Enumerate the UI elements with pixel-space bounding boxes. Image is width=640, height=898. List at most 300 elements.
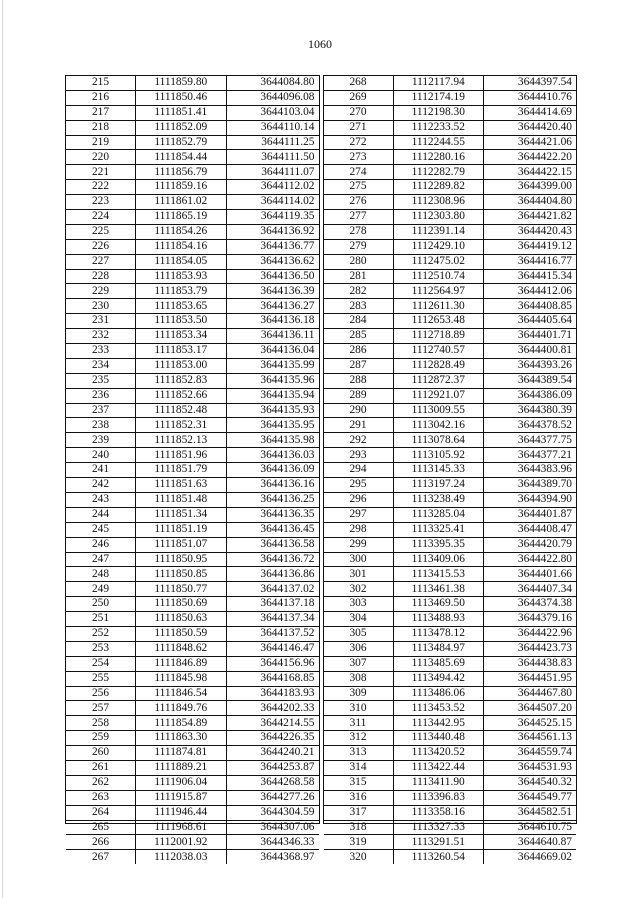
y-coordinate-cell: 3644368.97 xyxy=(226,850,318,864)
x-coordinate-cell: 1113145.33 xyxy=(393,463,484,478)
table-row xyxy=(324,552,577,567)
x-coordinate-cell: 1111861.02 xyxy=(136,195,227,210)
table-row xyxy=(66,492,319,507)
scan-edge-line xyxy=(2,0,3,898)
y-coordinate-cell: 3644401.87 xyxy=(484,507,576,522)
table-row xyxy=(66,299,319,314)
x-coordinate-cell: 1113415.53 xyxy=(393,567,484,582)
table-row xyxy=(324,507,577,522)
y-coordinate-cell: 3644136.92 xyxy=(226,224,318,239)
point-number-cell: 220 xyxy=(66,150,136,165)
y-coordinate-cell: 3644137.02 xyxy=(226,582,318,597)
x-coordinate-cell: 1111851.19 xyxy=(136,522,227,537)
y-coordinate-cell: 3644168.85 xyxy=(226,671,318,686)
point-number-cell: 240 xyxy=(66,448,136,463)
table-row xyxy=(324,537,577,552)
y-coordinate-cell: 3644304.59 xyxy=(226,805,318,820)
point-number-cell: 295 xyxy=(324,478,394,493)
table-row xyxy=(66,746,319,761)
x-coordinate-cell: 1112282.79 xyxy=(393,165,484,180)
x-coordinate-cell: 1111851.34 xyxy=(136,507,227,522)
table-row xyxy=(324,210,577,225)
point-number-cell: 270 xyxy=(324,105,394,120)
table-row xyxy=(324,522,577,537)
table-row xyxy=(324,835,577,850)
x-coordinate-cell: 1112174.19 xyxy=(393,90,484,105)
point-number-cell: 227 xyxy=(66,254,136,269)
y-coordinate-cell: 3644415.34 xyxy=(484,269,576,284)
point-number-cell: 253 xyxy=(66,641,136,656)
point-number-cell: 275 xyxy=(324,180,394,195)
point-number-cell: 231 xyxy=(66,314,136,329)
point-number-cell: 315 xyxy=(324,775,394,790)
x-coordinate-cell: 1111915.87 xyxy=(136,790,227,805)
point-number-cell: 314 xyxy=(324,760,394,775)
point-number-cell: 216 xyxy=(66,90,136,105)
x-coordinate-cell: 1111850.77 xyxy=(136,582,227,597)
x-coordinate-cell: 1111853.17 xyxy=(136,344,227,359)
y-coordinate-cell: 3644640.87 xyxy=(484,835,576,850)
table-row xyxy=(324,492,577,507)
x-coordinate-cell: 1112510.74 xyxy=(393,269,484,284)
table-row xyxy=(66,597,319,612)
x-coordinate-cell: 1111851.96 xyxy=(136,448,227,463)
table-row xyxy=(66,790,319,805)
table-row xyxy=(66,239,319,254)
point-number-cell: 290 xyxy=(324,403,394,418)
y-coordinate-cell: 3644421.06 xyxy=(484,135,576,150)
point-number-cell: 239 xyxy=(66,433,136,448)
point-number-cell: 254 xyxy=(66,656,136,671)
y-coordinate-cell: 3644405.64 xyxy=(484,314,576,329)
point-number-cell: 286 xyxy=(324,344,394,359)
x-coordinate-cell: 1113422.44 xyxy=(393,760,484,775)
x-coordinate-cell: 1113260.54 xyxy=(393,850,484,864)
point-number-cell: 301 xyxy=(324,567,394,582)
point-number-cell: 279 xyxy=(324,239,394,254)
table-row xyxy=(66,120,319,135)
y-coordinate-cell: 3644401.66 xyxy=(484,567,576,582)
table-row xyxy=(66,671,319,686)
x-coordinate-cell: 1113461.38 xyxy=(393,582,484,597)
point-number-cell: 229 xyxy=(66,284,136,299)
y-coordinate-cell: 3644214.55 xyxy=(226,716,318,731)
table-row xyxy=(324,180,577,195)
table-row xyxy=(66,582,319,597)
y-coordinate-cell: 3644525.15 xyxy=(484,716,576,731)
y-coordinate-cell: 3644136.03 xyxy=(226,448,318,463)
point-number-cell: 252 xyxy=(66,626,136,641)
y-coordinate-cell: 3644137.52 xyxy=(226,626,318,641)
y-coordinate-cell: 3644412.06 xyxy=(484,284,576,299)
point-number-cell: 264 xyxy=(66,805,136,820)
table-row xyxy=(324,284,577,299)
x-coordinate-cell: 1111852.66 xyxy=(136,388,227,403)
point-number-cell: 305 xyxy=(324,626,394,641)
point-number-cell: 215 xyxy=(66,76,136,90)
x-coordinate-cell: 1111854.26 xyxy=(136,224,227,239)
x-coordinate-cell: 1112038.03 xyxy=(136,850,227,864)
table-row xyxy=(66,805,319,820)
point-number-cell: 312 xyxy=(324,731,394,746)
table-row xyxy=(66,105,319,120)
point-number-cell: 257 xyxy=(66,701,136,716)
table-row xyxy=(324,671,577,686)
x-coordinate-cell: 1113042.16 xyxy=(393,418,484,433)
x-coordinate-cell: 1113105.92 xyxy=(393,448,484,463)
x-coordinate-cell: 1112718.89 xyxy=(393,329,484,344)
x-coordinate-cell: 1113478.12 xyxy=(393,626,484,641)
table-row xyxy=(66,433,319,448)
x-coordinate-cell: 1113484.97 xyxy=(393,641,484,656)
point-number-cell: 278 xyxy=(324,224,394,239)
x-coordinate-cell: 1111846.54 xyxy=(136,686,227,701)
y-coordinate-cell: 3644103.04 xyxy=(226,105,318,120)
point-number-cell: 287 xyxy=(324,358,394,373)
x-coordinate-cell: 1111851.07 xyxy=(136,537,227,552)
y-coordinate-cell: 3644183.93 xyxy=(226,686,318,701)
table-row xyxy=(66,820,319,835)
y-coordinate-cell: 3644135.94 xyxy=(226,388,318,403)
x-coordinate-cell: 1111850.95 xyxy=(136,552,227,567)
table-row xyxy=(324,478,577,493)
point-number-cell: 303 xyxy=(324,597,394,612)
point-number-cell: 283 xyxy=(324,299,394,314)
x-coordinate-cell: 1112828.49 xyxy=(393,358,484,373)
y-coordinate-cell: 3644451.95 xyxy=(484,671,576,686)
point-number-cell: 224 xyxy=(66,210,136,225)
x-coordinate-cell: 1113197.24 xyxy=(393,478,484,493)
x-coordinate-cell: 1112391.14 xyxy=(393,224,484,239)
y-coordinate-cell: 3644408.85 xyxy=(484,299,576,314)
table-row xyxy=(66,314,319,329)
y-coordinate-cell: 3644137.18 xyxy=(226,597,318,612)
x-coordinate-cell: 1112244.55 xyxy=(393,135,484,150)
point-number-cell: 235 xyxy=(66,373,136,388)
table-row xyxy=(66,448,319,463)
coordinates-table-right xyxy=(323,75,578,863)
x-coordinate-cell: 1113411.90 xyxy=(393,775,484,790)
table-row xyxy=(66,775,319,790)
point-number-cell: 280 xyxy=(324,254,394,269)
point-number-cell: 294 xyxy=(324,463,394,478)
y-coordinate-cell: 3644136.18 xyxy=(226,314,318,329)
table-row xyxy=(324,701,577,716)
point-number-cell: 263 xyxy=(66,790,136,805)
y-coordinate-cell: 3644277.26 xyxy=(226,790,318,805)
y-coordinate-cell: 3644114.02 xyxy=(226,195,318,210)
point-number-cell: 241 xyxy=(66,463,136,478)
y-coordinate-cell: 3644136.25 xyxy=(226,492,318,507)
point-number-cell: 304 xyxy=(324,612,394,627)
point-number-cell: 308 xyxy=(324,671,394,686)
point-number-cell: 310 xyxy=(324,701,394,716)
y-coordinate-cell: 3644136.86 xyxy=(226,567,318,582)
table-row xyxy=(324,269,577,284)
point-number-cell: 300 xyxy=(324,552,394,567)
table-row xyxy=(324,388,577,403)
y-coordinate-cell: 3644137.34 xyxy=(226,612,318,627)
table-row xyxy=(66,686,319,701)
table-row xyxy=(66,165,319,180)
y-coordinate-cell: 3644582.51 xyxy=(484,805,576,820)
x-coordinate-cell: 1112289.82 xyxy=(393,180,484,195)
x-coordinate-cell: 1111852.09 xyxy=(136,120,227,135)
x-coordinate-cell: 1112429.10 xyxy=(393,239,484,254)
x-coordinate-cell: 1112280.16 xyxy=(393,150,484,165)
y-coordinate-cell: 3644423.73 xyxy=(484,641,576,656)
x-coordinate-cell: 1112303.80 xyxy=(393,210,484,225)
x-coordinate-cell: 1111946.44 xyxy=(136,805,227,820)
y-coordinate-cell: 3644111.07 xyxy=(226,165,318,180)
point-number-cell: 268 xyxy=(324,76,394,90)
y-coordinate-cell: 3644136.27 xyxy=(226,299,318,314)
table-row xyxy=(324,418,577,433)
table-row xyxy=(324,299,577,314)
point-number-cell: 245 xyxy=(66,522,136,537)
y-coordinate-cell: 3644549.77 xyxy=(484,790,576,805)
y-coordinate-cell: 3644136.58 xyxy=(226,537,318,552)
table-row xyxy=(66,567,319,582)
y-coordinate-cell: 3644399.00 xyxy=(484,180,576,195)
table-row xyxy=(324,224,577,239)
point-number-cell: 271 xyxy=(324,120,394,135)
y-coordinate-cell: 3644136.39 xyxy=(226,284,318,299)
x-coordinate-cell: 1111968.61 xyxy=(136,820,227,835)
table-row xyxy=(324,626,577,641)
table-row xyxy=(66,835,319,850)
point-number-cell: 274 xyxy=(324,165,394,180)
y-coordinate-cell: 3644383.96 xyxy=(484,463,576,478)
table-row xyxy=(66,701,319,716)
x-coordinate-cell: 1111851.48 xyxy=(136,492,227,507)
point-number-cell: 260 xyxy=(66,746,136,761)
point-number-cell: 226 xyxy=(66,239,136,254)
x-coordinate-cell: 1111850.63 xyxy=(136,612,227,627)
table-row xyxy=(66,418,319,433)
x-coordinate-cell: 1111851.41 xyxy=(136,105,227,120)
point-number-cell: 296 xyxy=(324,492,394,507)
point-number-cell: 223 xyxy=(66,195,136,210)
table-row xyxy=(66,329,319,344)
table-row xyxy=(66,358,319,373)
y-coordinate-cell: 3644307.06 xyxy=(226,820,318,835)
y-coordinate-cell: 3644136.62 xyxy=(226,254,318,269)
x-coordinate-cell: 1111854.44 xyxy=(136,150,227,165)
x-coordinate-cell: 1112001.92 xyxy=(136,835,227,850)
x-coordinate-cell: 1113327.33 xyxy=(393,820,484,835)
table-row xyxy=(324,582,577,597)
y-coordinate-cell: 3644135.98 xyxy=(226,433,318,448)
y-coordinate-cell: 3644422.15 xyxy=(484,165,576,180)
point-number-cell: 272 xyxy=(324,135,394,150)
table-row xyxy=(324,656,577,671)
point-number-cell: 225 xyxy=(66,224,136,239)
point-number-cell: 221 xyxy=(66,165,136,180)
point-number-cell: 237 xyxy=(66,403,136,418)
table-row xyxy=(324,76,577,90)
y-coordinate-cell: 3644136.50 xyxy=(226,269,318,284)
y-coordinate-cell: 3644559.74 xyxy=(484,746,576,761)
x-coordinate-cell: 1111854.89 xyxy=(136,716,227,731)
table-row xyxy=(66,522,319,537)
y-coordinate-cell: 3644135.95 xyxy=(226,418,318,433)
y-coordinate-cell: 3644346.33 xyxy=(226,835,318,850)
table-row xyxy=(66,626,319,641)
point-number-cell: 247 xyxy=(66,552,136,567)
x-coordinate-cell: 1112653.48 xyxy=(393,314,484,329)
y-coordinate-cell: 3644377.75 xyxy=(484,433,576,448)
table-row xyxy=(324,120,577,135)
y-coordinate-cell: 3644136.16 xyxy=(226,478,318,493)
point-number-cell: 265 xyxy=(66,820,136,835)
y-coordinate-cell: 3644669.02 xyxy=(484,850,576,864)
y-coordinate-cell: 3644419.12 xyxy=(484,239,576,254)
y-coordinate-cell: 3644136.45 xyxy=(226,522,318,537)
coordinates-table-right-grid xyxy=(324,76,577,864)
point-number-cell: 277 xyxy=(324,210,394,225)
x-coordinate-cell: 1111856.79 xyxy=(136,165,227,180)
table-row xyxy=(66,850,319,864)
table-row xyxy=(324,805,577,820)
x-coordinate-cell: 1112564.97 xyxy=(393,284,484,299)
table-row xyxy=(324,150,577,165)
table-row xyxy=(324,448,577,463)
table-row xyxy=(324,760,577,775)
y-coordinate-cell: 3644379.16 xyxy=(484,612,576,627)
x-coordinate-cell: 1111845.98 xyxy=(136,671,227,686)
y-coordinate-cell: 3644119.35 xyxy=(226,210,318,225)
x-coordinate-cell: 1111859.16 xyxy=(136,180,227,195)
x-coordinate-cell: 1111859.80 xyxy=(136,76,227,90)
y-coordinate-cell: 3644610.75 xyxy=(484,820,576,835)
x-coordinate-cell: 1111906.04 xyxy=(136,775,227,790)
x-coordinate-cell: 1111853.65 xyxy=(136,299,227,314)
x-coordinate-cell: 1113325.41 xyxy=(393,522,484,537)
point-number-cell: 255 xyxy=(66,671,136,686)
point-number-cell: 291 xyxy=(324,418,394,433)
point-number-cell: 267 xyxy=(66,850,136,864)
table-row xyxy=(66,195,319,210)
y-coordinate-cell: 3644136.04 xyxy=(226,344,318,359)
point-number-cell: 234 xyxy=(66,358,136,373)
x-coordinate-cell: 1111865.19 xyxy=(136,210,227,225)
point-number-cell: 219 xyxy=(66,135,136,150)
x-coordinate-cell: 1111854.05 xyxy=(136,254,227,269)
table-row xyxy=(324,775,577,790)
table-row xyxy=(324,433,577,448)
y-coordinate-cell: 3644407.34 xyxy=(484,582,576,597)
x-coordinate-cell: 1113009.55 xyxy=(393,403,484,418)
point-number-cell: 306 xyxy=(324,641,394,656)
point-number-cell: 289 xyxy=(324,388,394,403)
y-coordinate-cell: 3644110.14 xyxy=(226,120,318,135)
point-number-cell: 297 xyxy=(324,507,394,522)
x-coordinate-cell: 1113453.52 xyxy=(393,701,484,716)
coordinates-table-left-grid xyxy=(66,76,319,864)
point-number-cell: 266 xyxy=(66,835,136,850)
point-number-cell: 248 xyxy=(66,567,136,582)
y-coordinate-cell: 3644268.58 xyxy=(226,775,318,790)
table-row xyxy=(324,105,577,120)
y-coordinate-cell: 3644136.72 xyxy=(226,552,318,567)
table-row xyxy=(324,329,577,344)
point-number-cell: 284 xyxy=(324,314,394,329)
x-coordinate-cell: 1112198.30 xyxy=(393,105,484,120)
y-coordinate-cell: 3644111.25 xyxy=(226,135,318,150)
x-coordinate-cell: 1111854.16 xyxy=(136,239,227,254)
x-coordinate-cell: 1111850.69 xyxy=(136,597,227,612)
point-number-cell: 218 xyxy=(66,120,136,135)
x-coordinate-cell: 1112740.57 xyxy=(393,344,484,359)
y-coordinate-cell: 3644422.96 xyxy=(484,626,576,641)
y-coordinate-cell: 3644253.87 xyxy=(226,760,318,775)
y-coordinate-cell: 3644156.96 xyxy=(226,656,318,671)
y-coordinate-cell: 3644422.80 xyxy=(484,552,576,567)
y-coordinate-cell: 3644397.54 xyxy=(484,76,576,90)
table-row xyxy=(324,686,577,701)
x-coordinate-cell: 1111850.59 xyxy=(136,626,227,641)
table-row xyxy=(66,403,319,418)
x-coordinate-cell: 1111849.76 xyxy=(136,701,227,716)
table-row xyxy=(324,641,577,656)
x-coordinate-cell: 1111853.34 xyxy=(136,329,227,344)
table-row xyxy=(66,507,319,522)
table-row xyxy=(324,358,577,373)
y-coordinate-cell: 3644226.35 xyxy=(226,731,318,746)
y-coordinate-cell: 3644420.40 xyxy=(484,120,576,135)
table-row xyxy=(66,552,319,567)
table-row xyxy=(66,373,319,388)
x-coordinate-cell: 1113488.93 xyxy=(393,612,484,627)
x-coordinate-cell: 1111853.79 xyxy=(136,284,227,299)
point-number-cell: 246 xyxy=(66,537,136,552)
table-row xyxy=(66,760,319,775)
y-coordinate-cell: 3644136.09 xyxy=(226,463,318,478)
x-coordinate-cell: 1111848.62 xyxy=(136,641,227,656)
point-number-cell: 243 xyxy=(66,492,136,507)
table-row xyxy=(324,239,577,254)
y-coordinate-cell: 3644401.71 xyxy=(484,329,576,344)
y-coordinate-cell: 3644507.20 xyxy=(484,701,576,716)
table-row xyxy=(66,612,319,627)
y-coordinate-cell: 3644374.38 xyxy=(484,597,576,612)
table-row xyxy=(324,612,577,627)
x-coordinate-cell: 1111863.30 xyxy=(136,731,227,746)
point-number-cell: 313 xyxy=(324,746,394,761)
x-coordinate-cell: 1113285.04 xyxy=(393,507,484,522)
table-row xyxy=(324,90,577,105)
table-row xyxy=(66,90,319,105)
point-number-cell: 233 xyxy=(66,344,136,359)
x-coordinate-cell: 1111853.93 xyxy=(136,269,227,284)
point-number-cell: 222 xyxy=(66,180,136,195)
y-coordinate-cell: 3644404.80 xyxy=(484,195,576,210)
y-coordinate-cell: 3644422.20 xyxy=(484,150,576,165)
point-number-cell: 228 xyxy=(66,269,136,284)
point-number-cell: 293 xyxy=(324,448,394,463)
table-row xyxy=(324,135,577,150)
point-number-cell: 298 xyxy=(324,522,394,537)
page-number: 1060 xyxy=(308,37,332,51)
y-coordinate-cell: 3644410.76 xyxy=(484,90,576,105)
y-coordinate-cell: 3644111.50 xyxy=(226,150,318,165)
table-row xyxy=(66,478,319,493)
y-coordinate-cell: 3644421.82 xyxy=(484,210,576,225)
left-table-body xyxy=(66,76,319,864)
table-row xyxy=(66,150,319,165)
point-number-cell: 292 xyxy=(324,433,394,448)
